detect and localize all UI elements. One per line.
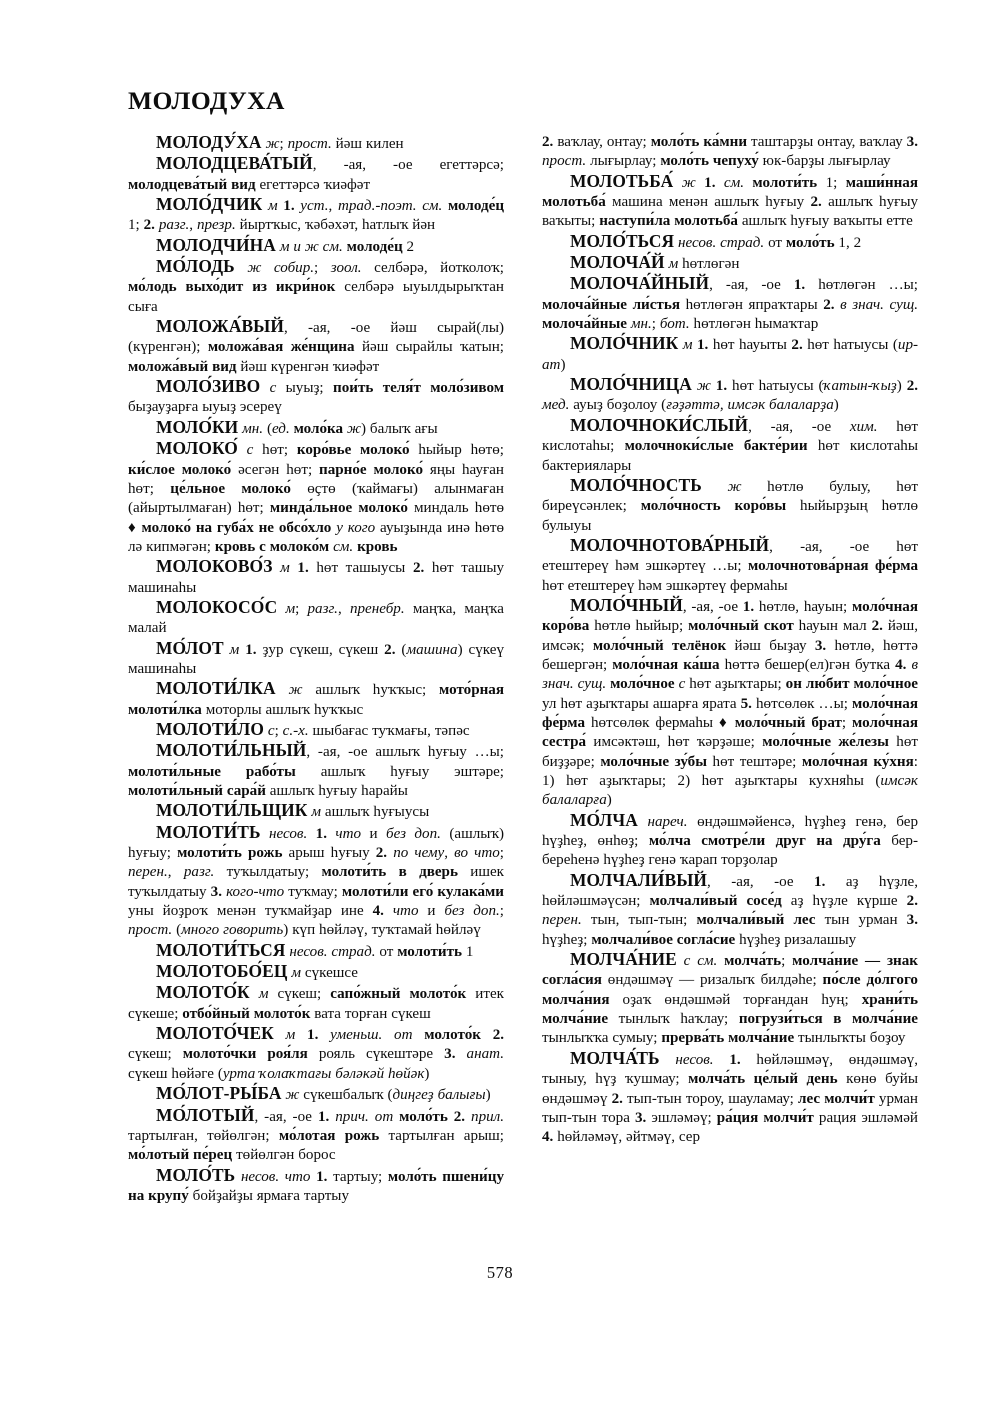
dictionary-entry: МОЛЧА́ТЬ несов. 1. һөйләшмәү, өндәшмәү, тыныу, һүҙ ҡушмау; молча́ть це́лый день көнө буйы өндәшмәү 2. тып-тын тороу, шауламау; лес молчи́т урман тып-тын тора 3. эшләмәү; ра́ция молчи́т рация эшләмәй 4. һөйләмәү, әйтмәү, сер — [542, 1047, 919, 1146]
dictionary-entry: МОЛО́ЧНЫЙ, -ая, -ое 1. һөтлө, һауын; моло́чная коро́ва һөтлө һыйыр; моло́чный скот һауын мал 2. йәш, имсәк; моло́чный телёнок йәш быҙау 3. һөтлө, һөттә бешергән; моло́чная ка́ша һөттә бешер(ел)гән бутка 4. в знач. сущ. моло́чное с һөт аҙыҡтары; он лю́бит моло́чное ул һөт аҙыҡтары ашарға ярата 5. һөтсөлөк …ы; моло́чная фе́рма һөтсөлөк фермаһы ♦ моло́чный брат; моло́чная сестра́ имсәктәш, һөт ҡәрҙәше; моло́чные же́лезы һөт биҙҙәре; моло́чные зу́бы һөт тештәре; моло́чная ку́хня: 1) һөт аҙыҡтары; 2) һөт аҙыҡтары кухняһы (имсәк балаларға) — [542, 594, 918, 809]
left-column — [128, 133, 504, 1206]
right-column — [542, 133, 918, 1148]
dictionary-entry: МО́ЛОТЫЙ, -ая, -ое 1. прич. от моло́ть 2. прил. тартылған, төйөлгән; мо́лотая рожь тартылған арыш; мо́лотый пе́рец төйөлгән борос — [128, 1104, 505, 1164]
dictionary-entry: МОЛЧАЛИ́ВЫЙ, -ая, -ое 1. аҙ һүҙле, һөйләшмәүсән; молчали́вый сосе́д аҙ һүҙле күрше 2. перен. тын, тып-тын; молчали́вый лес тын урман 3. һүҙһеҙ; молчали́вое согла́сие һүҙһеҙ ризалашыу — [542, 869, 918, 948]
dictionary-entry: МОЛОТИ́ЛЬНЫЙ, -ая, -ое ашлыҡ һуғыу …ы; молоти́льные рабо́ты ашлыҡ һуғыу эштәре; молоти́льный сара́й ашлыҡ һуғыу һарайы — [128, 740, 505, 799]
dictionary-entry: МОЛОДЦЕВА́ТЫЙ, -ая, -ое егеттәрсә; молодцева́тый вид егеттәрсә ҡиәфәт — [128, 153, 504, 193]
dictionary-entry: МО́ЛОТ-РЫ́БА ж сүкешбалыҡ (диңгеҙ балығы) — [156, 1083, 491, 1104]
dictionary-entry: МОЛЧА́НИЕ с см. молча́ть; молча́ние — знак согла́сия өндәшмәү — ризалыҡ билдәһе; по́сле до́лгого молча́ния оҙаҡ өндәшмәй торғандан һуң; храни́ть молча́ние тынлыҡ һаҡлау; погрузи́ться в молча́ние тынлыҡҡа сумыу; прерва́ть молча́ние тынлыҡты боҙоу — [542, 949, 919, 1047]
dictionary-entry: МОЛО́ТЬ несов. что 1. тартыу; моло́ть пшени́цу на крупу́ бойҙайҙы ярмаға тартыу — [128, 1164, 504, 1204]
dictionary-entry: 2. ваҡлау, онтау; моло́ть ка́мни таштарҙы онтау, ваҡлау 3. прост. лығырлау; моло́ть чепуху́ юк-барҙы лығырлау — [542, 134, 918, 170]
dictionary-entry: МОЛОКО́ с һөт; коро́вье молоко́ һыйыр һөтө; ки́слое молоко́ әсегән һөт; парно́е молоко́ яңы һауған һөт; це́льное молоко́ өҫтө (ҡаймағы) алынмаған (айыртылмаған) һөт; минда́льное молоко́ миндаль һөтө ♦ молоко́ на губа́х не обсо́хло у кого ауыҙында инә һөтө лә кипмәгән; кровь с молоко́м см. кровь — [128, 438, 505, 555]
dictionary-entry: МОЛОТИ́ЛЬЩИК м ашлыҡ һуғыусы — [156, 800, 430, 821]
dictionary-entry: МОЛОЧА́Й м һөтлөгән — [570, 252, 740, 273]
dictionary-entry: МО́ЛОДЬ ж собир.; зоол. селбәрә, йотколоҡ; мо́лодь выхо́дит из икри́нок селбәрә ыуылдырыҡтан сыға — [128, 256, 505, 315]
dictionary-entry: МОЛОТОБО́ЕЦ м сүкешсе — [156, 961, 358, 982]
dictionary-entry: МОЛОЧА́ЙНЫЙ, -ая, -ое 1. һөтлөгән …ы; молоча́йные ли́стья һөтлөгән япраҡтары 2. в знач. сущ. молоча́йные мн.; бот. һөтлөгән һымаҡтар — [542, 273, 919, 333]
dictionary-entry: МОЛОЖА́ВЫЙ, -ая, -ое йәш сырай(лы) (күренгән); моложа́вая же́нщина йәш сырайлы ҡатын; моложа́вый вид йәш күренгән ҡиәфәт — [128, 316, 504, 375]
dictionary-entry: МОЛОДУ́ХА ж; прост. йәш килен — [156, 132, 404, 152]
dictionary-entry: МОЛОКОСО́С м; разг., пренебр. маңҡа, маңҡа малай — [128, 596, 504, 637]
dictionary-entry: МОЛОДЧИ́НА м и ж см. молоде́ц 2 — [156, 234, 415, 255]
dictionary-entry: МОЛО́КИ мн. (ед. моло́ка ж) балыҡ ағы — [156, 416, 438, 437]
dictionary-entry: МОЛО́ЧНИК м 1. һөт һауыты 2. һөт һатыусы (ир-ат) — [542, 333, 919, 373]
dictionary-entry: МОЛОТИ́ТЬСЯ несов. страд. от молоти́ть 1 — [156, 939, 474, 960]
running-head: МОЛОДУХА — [128, 86, 285, 115]
dictionary-entry: МОЛОТИ́ЛО с; с.-х. шыбағас туҡмағы, тәпәс — [156, 718, 470, 739]
dictionary-entry: МОЛОТО́К м сүкеш; сапо́жный молото́к итек сүкеше; отбо́йный молото́к вата торған сүкеш — [128, 982, 504, 1022]
dictionary-entry: МОЛО́ТЬСЯ несов. страд. от моло́ть 1, 2 — [570, 230, 862, 251]
dictionary-entry: МОЛОТИ́ЛКА ж ашлыҡ һуҡҡыс; мото́рная молоти́лка моторлы ашлыҡ һуҡҡыс — [128, 678, 505, 718]
dictionary-entry: МОЛО́ЧНИЦА ж 1. һөт һатыусы (ҡатын-ҡыҙ) 2. мед. ауыҙ боҙолоу (ғәҙәттә, имсәк балаларҙа) — [542, 374, 919, 414]
dictionary-entry: МОЛОЧНОТОВА́РНЫЙ, -ая, -ое һөт етештереү һәм эшкәртеү …ы; молочнотова́рная фе́рма һөт етештереү һәм эшкәртеү фермаһы — [542, 534, 919, 594]
dictionary-entry: МОЛОТО́ЧЕК м 1. уменьш. от молото́к 2. сүкеш; молото́чки роя́ля рояль сүкештәре 3. анат. сүкеш һөйәге (урта ҡолаҡтағы бәләкәй һөйәк) — [128, 1023, 505, 1082]
dictionary-entry: МОЛОЧНОКИ́СЛЫЙ, -ая, -ое хим. һөт кислотаһы; молочноки́слые бакте́рии һөт кислотаһы бактериялары — [542, 414, 918, 474]
dictionary-entry: МОЛОТИ́ТЬ несов. 1. что и без доп. (ашлыҡ) һуғыу; молоти́ть рожь арыш һуғыу 2. по чему, во что; перен., разг. туҡылдатыу; молоти́ть в дверь ишек туҡылдатыу 3. кого-что туҡмау; молоти́ли его́ кулака́ми уны йоҙроҡ менән туҡмайҙар ине 4. что и без доп.; прост. (много говорить) күп һөйләү, туҡтамай һөйләү — [128, 821, 505, 939]
dictionary-entry: МО́ЛОТ м 1. ҙур сүкеш, сүкеш 2. (машина) сүкеү машинаһы — [128, 637, 505, 677]
dictionary-entry: МОЛО́ЧНОСТЬ ж һөтлө булыу, һөт биреүсәнлек; моло́чность коро́вы һыйырҙың һөтлө булыуы — [542, 474, 918, 534]
dictionary-entry: МО́ЛЧА нареч. өндәшмәйенсә, һүҙһеҙ генә, бер һүҙһеҙ, өнһөҙ; мо́лча смотре́ли друг на дру́га бер-береһенә һүҙһеҙ генә ҡарап торҙолар — [542, 809, 918, 869]
text-columns — [128, 133, 918, 1206]
page-number: 578 — [486, 1263, 514, 1282]
dictionary-entry: МОЛО́ДЧИК м 1. уст., трад.-поэт. см. молоде́ц 1; 2. разг., презр. йыртҡыс, ҡәбәхәт, һатлыҡ йән — [128, 194, 505, 234]
dictionary-entry: МОЛОКОВО́З м 1. һөт ташыусы 2. һөт ташыу машинаһы — [128, 556, 505, 596]
dictionary-entry: МОЛОТЬБА́ ж 1. см. молоти́ть 1; маши́нная молотьба́ машина менән ашлыҡ һуғыу 2. ашлыҡ һуғыу ваҡыты; наступи́ла молотьба́ ашлыҡ һуғыу ваҡыты етте — [542, 170, 919, 230]
dictionary-entry: МОЛО́ЗИВО с ыуыҙ; пои́ть теля́т моло́зивом быҙауҙарға ыуыҙ эсереү — [128, 376, 505, 416]
